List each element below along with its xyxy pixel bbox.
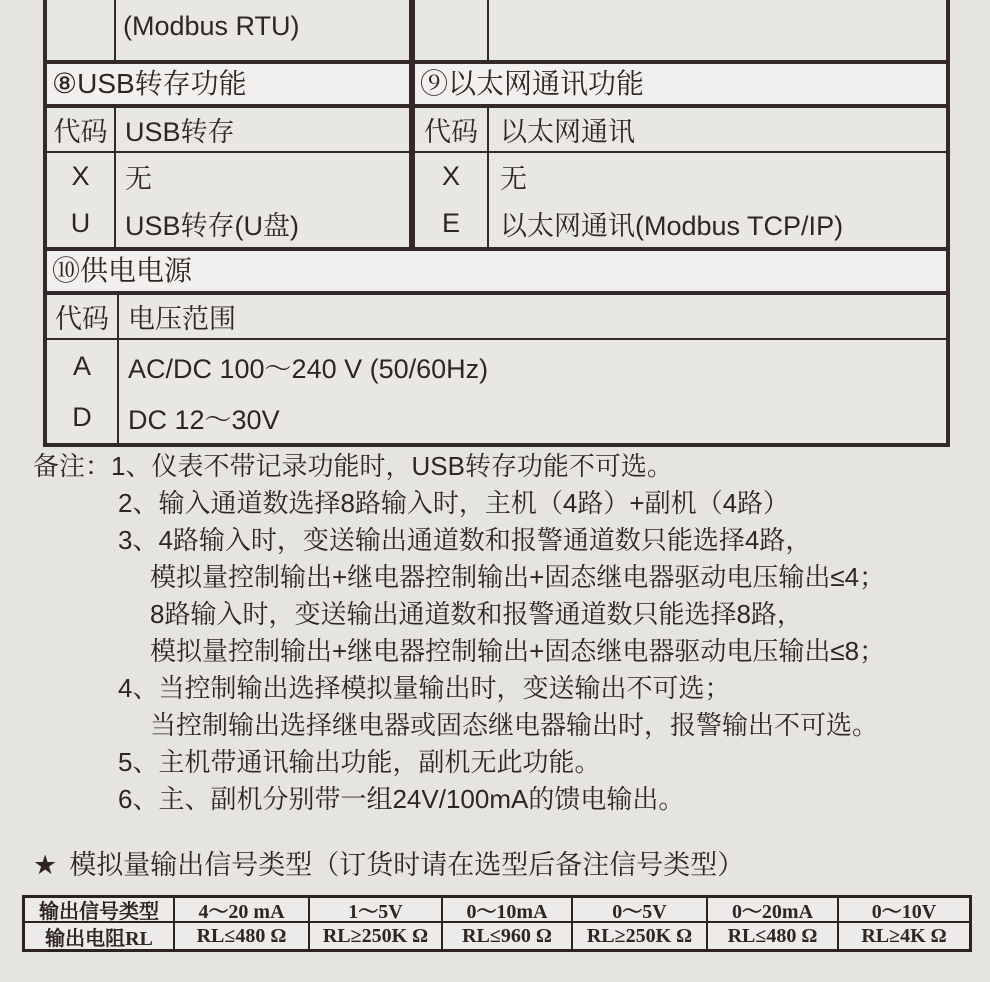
desc-cell: AC/DC 100～240 V (50/60Hz) bbox=[128, 353, 489, 384]
table-row bbox=[47, 340, 946, 392]
table-cell: RL≥250K Ω bbox=[573, 923, 708, 949]
remnant-table-right bbox=[412, 0, 950, 64]
desc-cell: USB转存(U盘) bbox=[125, 211, 299, 241]
table-cell: 4～20 mA bbox=[175, 898, 310, 921]
table-cell: RL≥4K Ω bbox=[861, 924, 947, 947]
table-row bbox=[415, 200, 946, 247]
column-divider bbox=[114, 0, 116, 60]
code-cell: U bbox=[70, 208, 91, 238]
table-cell: RL≥250K Ω bbox=[310, 923, 443, 949]
desc-cell: 以太网通讯(Modbus TCP/IP) bbox=[500, 211, 844, 241]
section9-header-row bbox=[415, 108, 946, 153]
signal-type-row bbox=[25, 898, 969, 923]
table-row bbox=[47, 200, 409, 247]
analog-heading bbox=[33, 843, 744, 882]
notes-block bbox=[0, 448, 990, 818]
desc-cell: 无 bbox=[125, 164, 152, 194]
star-icon: ★ bbox=[33, 850, 58, 880]
code-cell: E bbox=[441, 208, 460, 238]
table-cell: 0～10mA bbox=[443, 898, 573, 921]
section9-table bbox=[412, 108, 950, 251]
column-divider bbox=[487, 0, 489, 60]
note-line: 备注：1、仪表不带记录功能时，USB转存功能不可选。 bbox=[33, 451, 673, 481]
note-line: 2、输入通道数选择8路输入时，主机（4路）+副机（4路） bbox=[118, 488, 790, 518]
resistance-row bbox=[25, 923, 969, 949]
value-header-cell: USB转存 bbox=[125, 117, 235, 147]
desc-cell: 无 bbox=[500, 164, 527, 194]
table-cell: 1～5V bbox=[310, 898, 443, 921]
section8-title-cell: ⑧USB转存功能 bbox=[43, 64, 412, 108]
code-cell: A bbox=[72, 350, 91, 381]
code-cell: X bbox=[441, 161, 460, 191]
table-cell: 0～20mA bbox=[708, 898, 839, 921]
section10-title-cell: ⑩供电电源 bbox=[43, 251, 950, 295]
remnant-table-left bbox=[43, 0, 412, 64]
table-cell: 0～5V bbox=[573, 898, 708, 921]
modbus-rtu-text: (Modbus RTU) bbox=[123, 10, 300, 41]
table-cell: RL≤480 Ω bbox=[708, 923, 839, 949]
section10-header-row bbox=[47, 295, 946, 340]
desc-cell: DC 12～30V bbox=[128, 405, 280, 435]
value-header-cell: 以太网通讯 bbox=[500, 117, 635, 147]
table-cell: RL≤480 Ω bbox=[175, 923, 310, 949]
table-cell: 0～10V bbox=[871, 901, 937, 923]
note-line: 3、4路输入时，变送输出通道数和报警通道数只能选择4路， bbox=[118, 525, 812, 555]
section8-table bbox=[43, 108, 412, 251]
note-line: 模拟量控制输出+继电器控制输出+固态继电器驱动电压输出≤4； bbox=[150, 562, 886, 592]
note-line: 8路输入时，变送输出通道数和报警通道数只能选择8路， bbox=[150, 599, 803, 629]
note-line: 模拟量控制输出+继电器控制输出+固态继电器驱动电压输出≤8； bbox=[150, 636, 886, 666]
section9-title-cell: ⑨以太网通讯功能 bbox=[412, 64, 950, 108]
table-cell: RL≤960 Ω bbox=[443, 923, 573, 949]
table-row bbox=[47, 153, 409, 200]
section10-table bbox=[43, 295, 950, 447]
table-row bbox=[47, 392, 946, 443]
table-cell: 输出信号类型 bbox=[25, 898, 175, 921]
code-cell: D bbox=[72, 402, 92, 432]
table-row bbox=[415, 153, 946, 200]
note-line: 4、当控制输出选择模拟量输出时，变送输出不可选； bbox=[118, 673, 731, 703]
code-cell: X bbox=[71, 161, 90, 191]
note-line: 6、主、副机分别带一组24V/100mA的馈电输出。 bbox=[118, 784, 685, 814]
code-header-cell: 代码 bbox=[53, 117, 108, 147]
note-line: 5、主机带通讯输出功能，副机无此功能。 bbox=[118, 747, 601, 777]
analog-heading-text: 模拟量输出信号类型（订货时请在选型后备注信号类型） bbox=[69, 850, 745, 880]
analog-output-table bbox=[22, 895, 972, 952]
note-line: 当控制输出选择继电器或固态继电器输出时，报警输出不可选。 bbox=[150, 710, 879, 740]
code-header-cell: 代码 bbox=[424, 117, 478, 147]
table-cell: 输出电阻RL bbox=[25, 923, 175, 949]
value-header-cell: 电压范围 bbox=[128, 304, 236, 334]
code-header-cell: 代码 bbox=[55, 304, 109, 334]
section8-header-row bbox=[47, 108, 409, 153]
